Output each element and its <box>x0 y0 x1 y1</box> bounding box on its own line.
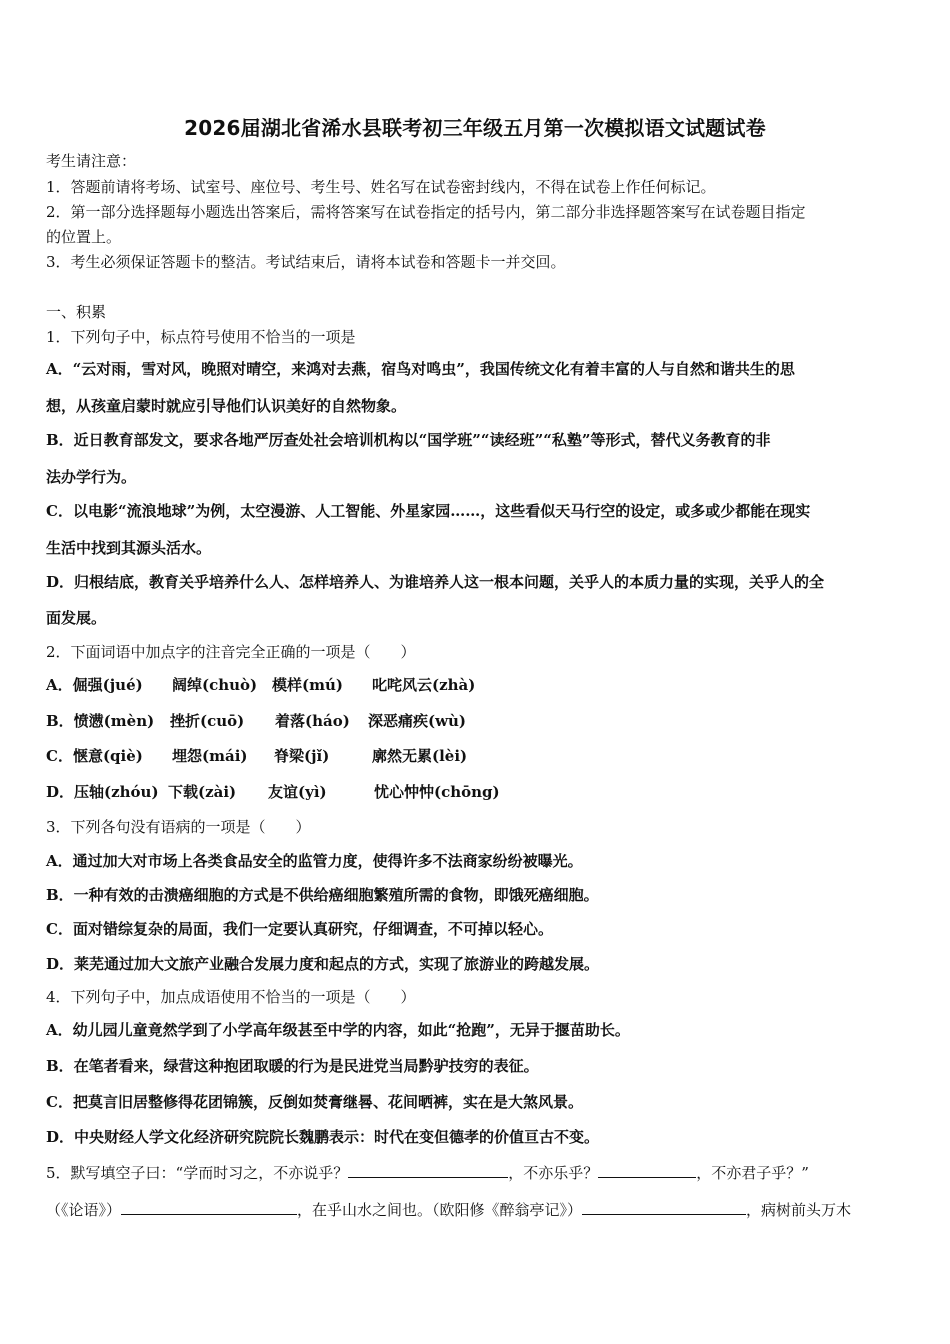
option-line: B．一种有效的击溃癌细胞的方式是不供给癌细胞繁殖所需的食物，即饿死癌细胞。 <box>46 886 599 904</box>
answer-blank[interactable] <box>582 1200 746 1215</box>
option-line: 想，从孩童启蒙时就应引导他们认识美好的自然物象。 <box>46 397 407 415</box>
question-stem: 1．下列句子中，标点符号使用不恰当的一项是 <box>46 328 356 346</box>
pinyin-item: 埋怨(mái) <box>172 747 248 765</box>
fill-blank-line <box>46 1200 851 1220</box>
answer-blank[interactable] <box>121 1200 297 1215</box>
notice-header: 考生请注意： <box>46 152 137 170</box>
option-line: B．近日教育部发文，要求各地严厉查处社会培训机构以“国学班”“读经班”“私塾”等形式，替代义务教育的非 <box>46 431 771 449</box>
pinyin-item: B．愤懑(mèn) <box>46 712 155 730</box>
option-line: 面发展。 <box>46 609 107 627</box>
fill-text: ，不亦乐乎？ <box>508 1164 599 1182</box>
option-line: D．中央财经人学文化经济研究院院长魏鹏表示：时代在变但德孝的价值亘古不变。 <box>46 1128 600 1146</box>
option-line: A．“云对雨，雪对风，晚照对晴空，来鸿对去燕，宿鸟对鸣虫”，我国传统文化有着丰富的人与自然和谐共生的思 <box>46 360 795 378</box>
pinyin-item: 廓然无累(lèi) <box>372 747 468 765</box>
pinyin-item: 忧心忡忡(chōng) <box>374 783 500 801</box>
pinyin-item: 脊梁(jǐ) <box>274 747 330 765</box>
pinyin-item: 阔绰(chuò) <box>172 676 258 694</box>
answer-blank[interactable] <box>598 1163 696 1178</box>
question-stem: 4．下列句子中，加点成语使用不恰当的一项是（ ） <box>46 988 416 1006</box>
fill-text: （《论语》） <box>46 1201 122 1219</box>
option-line: C．以电影“流浪地球”为例，太空漫游、人工智能、外星家园……，这些看似天马行空的设定，或多或少都能在现实 <box>46 502 811 520</box>
option-line: C．把莫言旧居整修得花团锦簇，反倒如焚膏继晷、花间晒裤，实在是大煞风景。 <box>46 1093 583 1111</box>
fill-text: ，不亦君子乎？” <box>696 1164 809 1182</box>
pinyin-item: 着落(háo) <box>275 712 350 730</box>
option-line: D．归根结底，教育关乎培养什么人、怎样培养人、为谁培养人这一根本问题，关乎人的本质力量的实现，关乎人的全 <box>46 573 825 591</box>
option-line: 生活中找到其源头活水。 <box>46 539 212 557</box>
page-title: 2026届湖北省浠水县联考初三年级五月第一次模拟语文试题试卷 <box>184 116 766 140</box>
fill-blank-line <box>46 1163 809 1183</box>
option-line: A．通过加大对市场上各类食品安全的监管力度，使得许多不法商家纷纷被曝光。 <box>46 852 583 870</box>
pinyin-item: 模样(mú) <box>272 676 343 694</box>
question-stem: 3．下列各句没有语病的一项是（ ） <box>46 818 311 836</box>
pinyin-item: 友谊(yì) <box>268 783 327 801</box>
pinyin-item: 深恶痛疾(wù) <box>368 712 467 730</box>
section-heading: 一、积累 <box>46 303 107 321</box>
option-line: C．面对错综复杂的局面，我们一定要认真研究，仔细调查，不可掉以轻心。 <box>46 920 553 938</box>
option-line: A．幼儿园儿童竟然学到了小学高年级甚至中学的内容，如此“抢跑”，无异于揠苗助长。 <box>46 1021 630 1039</box>
notice-item: 2．第一部分选择题每小题选出答案后，需将答案写在试卷指定的括号内，第二部分非选择题答案写在试卷题目指定 <box>46 203 806 221</box>
option-line: D．莱芜通过加大文旅产业融合发展力度和起点的方式，实现了旅游业的跨越发展。 <box>46 955 600 973</box>
fill-text: ，在乎山水之间也。（欧阳修《醉翁亭记》） <box>297 1201 583 1219</box>
option-line: B．在笔者看来，绿营这种抱团取暖的行为是民进党当局黔驴技穷的表征。 <box>46 1057 539 1075</box>
fill-text: 5．默写填空子曰：“学而时习之，不亦说乎？ <box>46 1164 349 1182</box>
pinyin-item: 下载(zài) <box>168 783 237 801</box>
answer-blank[interactable] <box>348 1163 508 1178</box>
pinyin-item: A．倔强(jué) <box>46 676 143 694</box>
pinyin-item: C．惬意(qiè) <box>46 747 143 765</box>
notice-item: 3．考生必须保证答题卡的整洁。考试结束后，请将本试卷和答题卡一并交回。 <box>46 253 566 271</box>
notice-item: 1．答题前请将考场、试室号、座位号、考生号、姓名写在试卷密封线内，不得在试卷上作任何标记。 <box>46 178 716 196</box>
option-line: 法办学行为。 <box>46 468 137 486</box>
pinyin-item: 叱咤风云(zhà) <box>372 676 476 694</box>
notice-item: 的位置上。 <box>46 228 122 246</box>
question-stem: 2．下面词语中加点字的注音完全正确的一项是（ ） <box>46 643 416 661</box>
fill-text: ，病树前头万木 <box>746 1201 852 1219</box>
pinyin-item: D．压轴(zhóu) <box>46 783 159 801</box>
pinyin-item: 挫折(cuō) <box>170 712 245 730</box>
